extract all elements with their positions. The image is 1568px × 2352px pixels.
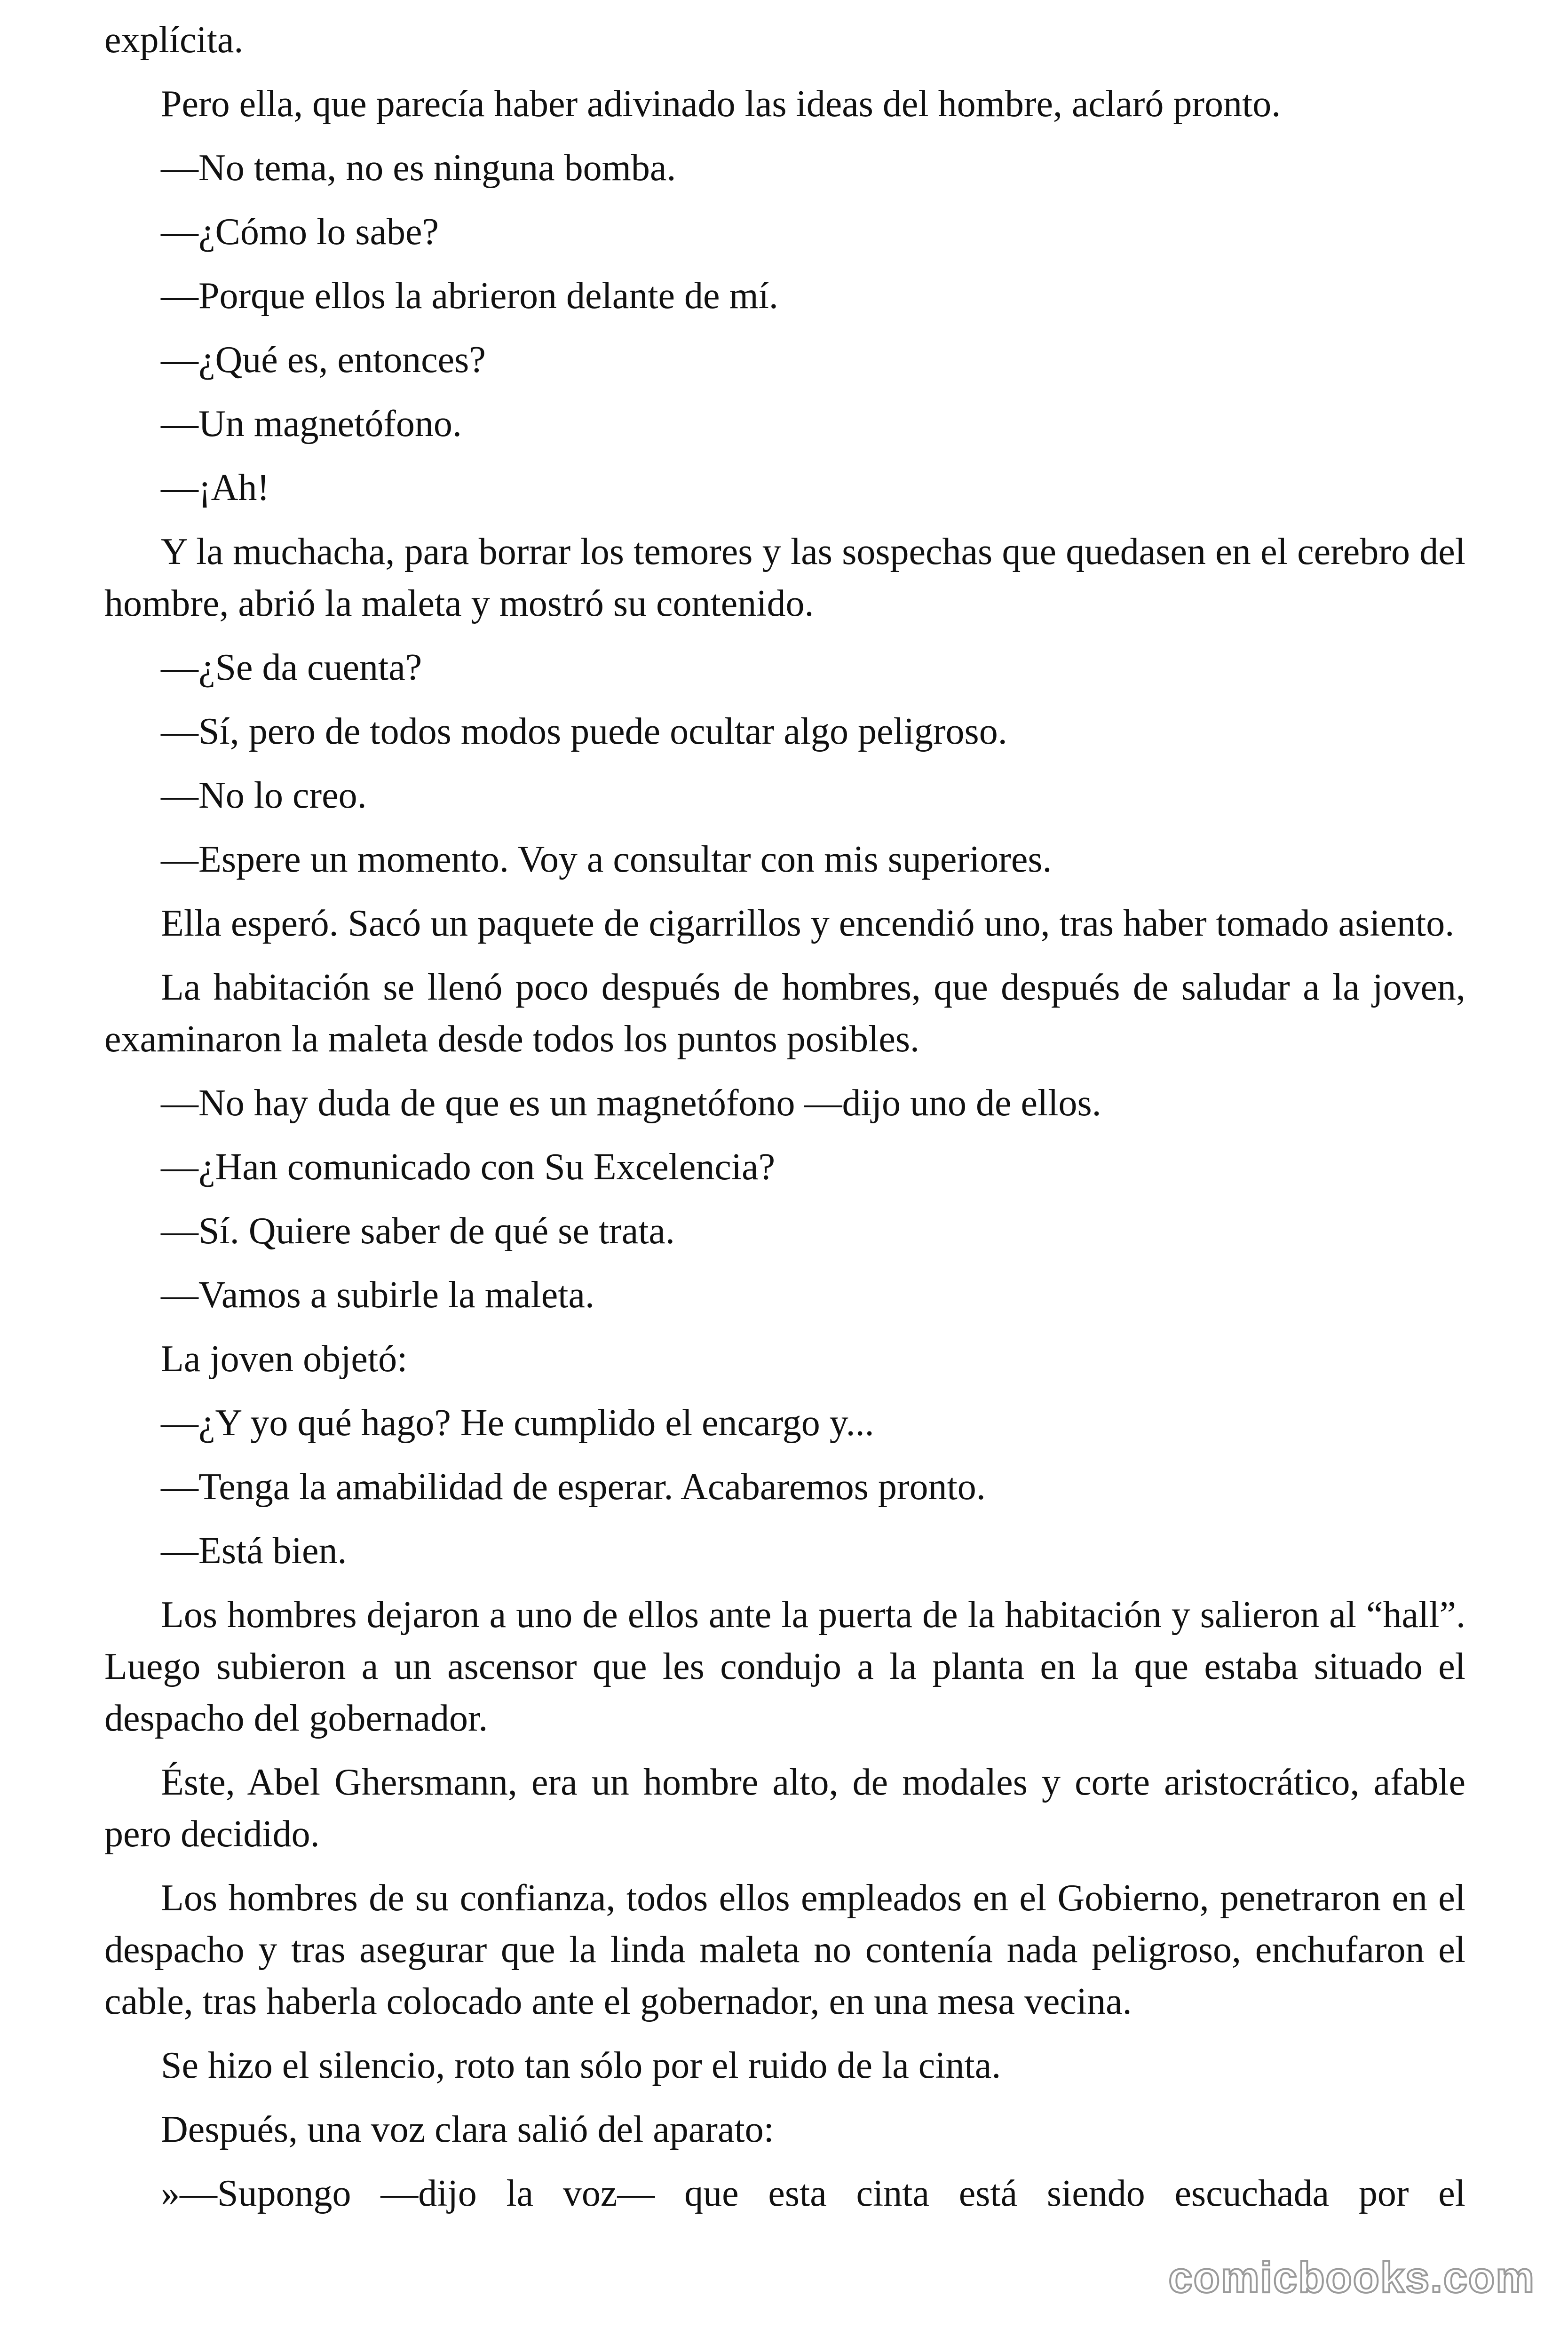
- paragraph: »—Supongo —dijo la voz— que esta cinta está siendo escuchada por el: [161, 2173, 1465, 2214]
- paragraph: —No tema, no es ninguna bomba.: [161, 147, 676, 189]
- paragraph: —Sí, pero de todos modos puede ocultar algo peligroso.: [161, 711, 1007, 752]
- paragraph: Se hizo el silencio, roto tan sólo por el ruido de la cinta.: [161, 2045, 1001, 2086]
- paragraph: —¿Se da cuenta?: [161, 647, 422, 688]
- paragraph: —Vamos a subirle la maleta.: [161, 1274, 594, 1316]
- paragraph: —Tenga la amabilidad de esperar. Acabaremos pronto.: [161, 1466, 986, 1508]
- paragraph: La habitación se llenó poco después de hombres, que después de saludar a la joven, examinaron la maleta desde todos los puntos posibles.: [104, 967, 1465, 1060]
- paragraph: —¿Han comunicado con Su Excelencia?: [161, 1146, 776, 1188]
- paragraph: —¿Y yo qué hago? He cumplido el encargo y...: [161, 1402, 874, 1444]
- text-column: [104, 14, 1465, 2232]
- paragraph: —No lo creo.: [161, 775, 367, 816]
- paragraph: explícita.: [104, 19, 244, 61]
- paragraph: Éste, Abel Ghersmann, era un hombre alto, de modales y corte aristocrático, afable pero decidido.: [104, 1762, 1465, 1855]
- paragraph: Después, una voz clara salió del aparato:: [161, 2109, 774, 2150]
- paragraph: —Un magnetófono.: [161, 403, 462, 445]
- watermark: comicbooks.com: [1164, 2253, 1540, 2303]
- paragraph: —Porque ellos la abrieron delante de mí.: [161, 275, 778, 317]
- paragraph: La joven objetó:: [161, 1338, 408, 1380]
- paragraph: Pero ella, que parecía haber adivinado las ideas del hombre, aclaró pronto.: [161, 83, 1281, 125]
- paragraph: —¡Ah!: [161, 467, 270, 509]
- paragraph: Y la muchacha, para borrar los temores y las sospechas que quedasen en el cerebro del hombre, abrió la maleta y mostró su contenido.: [104, 531, 1465, 624]
- paragraph: Los hombres de su confianza, todos ellos empleados en el Gobierno, penetraron en el despacho y tras asegurar que la linda maleta no contenía nada peligroso, enchufaron el cable, tras haberla colocado ante el gobernador, en una mesa vecina.: [104, 1877, 1465, 2022]
- paragraph: Ella esperó. Sacó un paquete de cigarrillos y encendió uno, tras haber tomado asiento.: [161, 903, 1455, 944]
- paragraph: —Sí. Quiere saber de qué se trata.: [161, 1210, 675, 1252]
- paragraph: —Está bien.: [161, 1530, 347, 1572]
- paragraph: —¿Qué es, entonces?: [161, 339, 486, 381]
- paragraph: —No hay duda de que es un magnetófono —dijo uno de ellos.: [161, 1082, 1101, 1124]
- paragraph: Los hombres dejaron a uno de ellos ante la puerta de la habitación y salieron al “hall”. Luego subieron a un ascensor que les condujo a la planta en la que estaba situado el despacho del gobernador.: [104, 1594, 1465, 1739]
- paragraph: —¿Cómo lo sabe?: [161, 211, 439, 253]
- paragraph: —Espere un momento. Voy a consultar con mis superiores.: [161, 839, 1052, 880]
